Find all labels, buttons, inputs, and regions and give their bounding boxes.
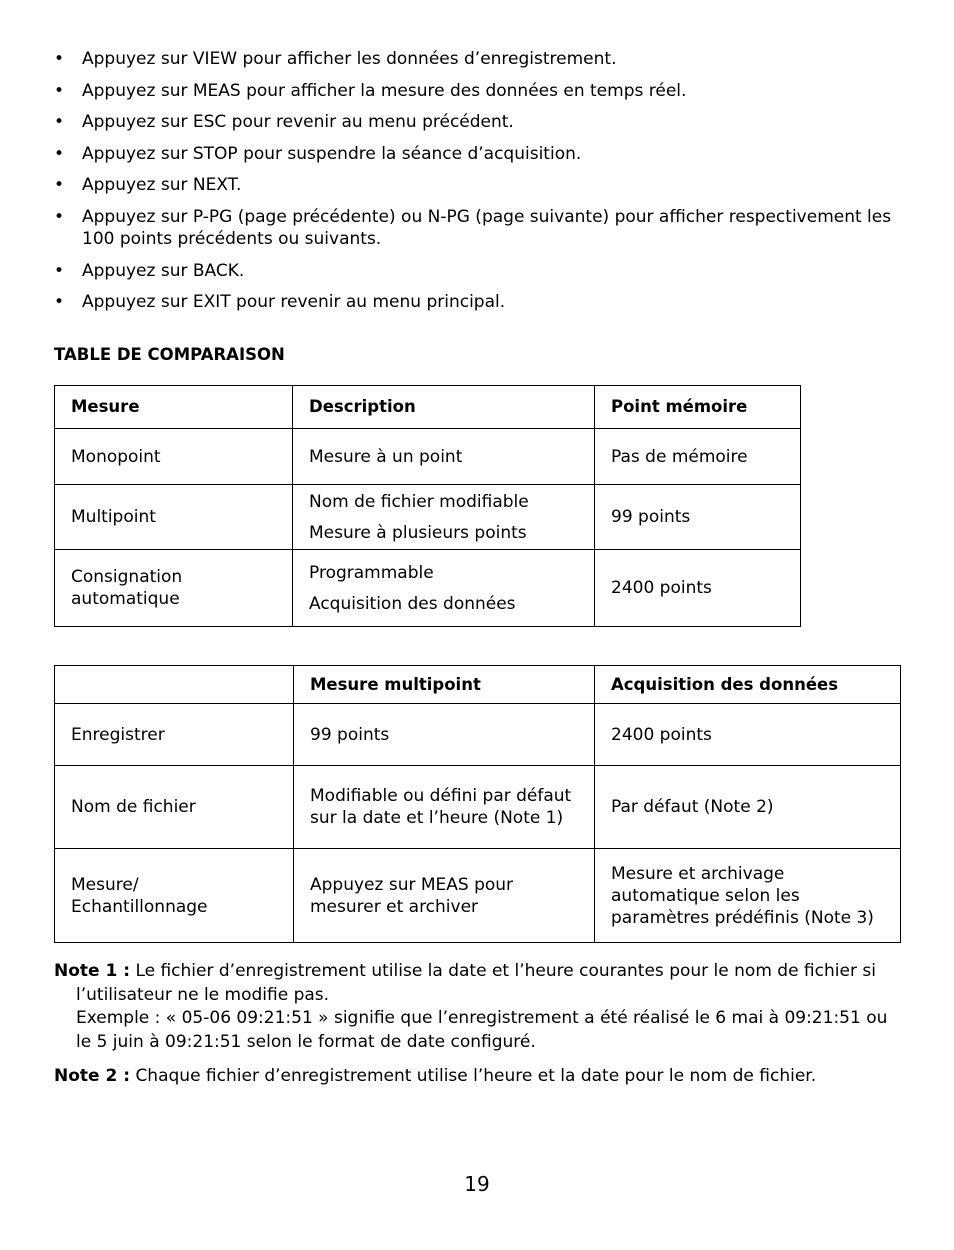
list-item-text: Appuyez sur BACK. xyxy=(82,260,245,281)
table-cell: Par défaut (Note 2) xyxy=(595,766,901,849)
bullet-icon: • xyxy=(54,112,65,133)
list-item-text: Appuyez sur STOP pour suspendre la séance d’acquisition. xyxy=(82,143,582,164)
note-first-line xyxy=(54,960,904,984)
table-row xyxy=(55,550,801,627)
list-item-text: Appuyez sur P-PG (page précédente) ou N-PG (page suivante) pour afficher respectivement les 100 points précédents ou suivants. xyxy=(82,206,892,249)
list-item xyxy=(54,206,904,250)
table-row xyxy=(55,429,801,485)
table-cell: Pas de mémoire xyxy=(595,429,801,485)
table-cell: Enregistrer xyxy=(55,704,294,766)
list-item xyxy=(54,48,904,70)
table-cell: 2400 points xyxy=(595,704,901,766)
bullet-icon: • xyxy=(54,175,65,196)
table-cell: Multipoint xyxy=(55,485,293,550)
notes-section xyxy=(54,960,904,1100)
table-cell: Monopoint xyxy=(55,429,293,485)
note-text: Le fichier d’enregistrement utilise la date et l’heure courantes pour le nom de fichier si xyxy=(135,961,876,981)
note-2 xyxy=(54,1065,904,1089)
list-item xyxy=(54,143,904,165)
list-item xyxy=(54,260,904,282)
bullet-icon: • xyxy=(54,260,65,281)
table-cell: Mesure à un point xyxy=(293,429,595,485)
list-item-text: Appuyez sur EXIT pour revenir au menu principal. xyxy=(82,292,506,313)
note-1 xyxy=(54,960,904,1054)
page-number: 19 xyxy=(464,1172,490,1196)
comparison-table xyxy=(54,385,801,627)
list-item-text: Appuyez sur MEAS pour afficher la mesure des données en temps réel. xyxy=(82,80,687,101)
table-cell: 2400 points xyxy=(595,550,801,627)
list-item xyxy=(54,174,904,196)
note-label: Note 1 : xyxy=(54,961,131,981)
table-row xyxy=(55,485,801,550)
list-item-text: Appuyez sur NEXT. xyxy=(82,175,242,196)
comparison-table-2 xyxy=(54,665,901,943)
bullet-icon: • xyxy=(54,292,65,313)
table-row xyxy=(55,849,901,943)
header-cell: Description xyxy=(293,386,595,429)
table-cell: 99 points xyxy=(595,485,801,550)
list-item xyxy=(54,291,904,313)
note-example: le 5 juin à 09:21:51 selon le format de date configuré. xyxy=(76,1031,536,1052)
table-cell: Mesure/ Echantillonnage xyxy=(55,849,294,943)
note-label: Note 2 : xyxy=(54,1066,131,1086)
header-cell xyxy=(55,666,294,704)
cell-line: Acquisition des données xyxy=(309,593,516,614)
bullet-icon: • xyxy=(54,206,65,227)
table-cell xyxy=(293,550,595,627)
note-text: Chaque fichier d’enregistrement utilise l’heure et la date pour le nom de fichier. xyxy=(135,1066,817,1086)
bullet-icon: • xyxy=(54,49,65,69)
header-cell: Acquisition des données xyxy=(595,666,901,704)
header-cell: Mesure xyxy=(55,386,293,429)
bullet-icon: • xyxy=(54,143,65,164)
header-cell: Mesure multipoint xyxy=(294,666,595,704)
table-cell: 99 points xyxy=(294,704,595,766)
table-cell: Appuyez sur MEAS pour mesurer et archiver xyxy=(294,849,595,943)
bullet-icon: • xyxy=(54,80,65,101)
table-cell: Consignation automatique xyxy=(55,550,293,627)
header-cell: Point mémoire xyxy=(595,386,801,429)
cell-line: Programmable xyxy=(309,562,434,583)
cell-line: Mesure à plusieurs points xyxy=(309,522,527,543)
list-item xyxy=(54,80,904,102)
table-cell: Nom de fichier xyxy=(55,766,294,849)
table-row xyxy=(55,704,901,766)
instruction-list xyxy=(54,48,904,323)
section-title: TABLE DE COMPARAISON xyxy=(54,345,285,364)
list-item-text: Appuyez sur VIEW pour afficher les données d’enregistrement. xyxy=(82,49,617,69)
table-header-row xyxy=(55,386,801,429)
table-cell: Modifiable ou défini par défaut sur la date et l’heure (Note 1) xyxy=(294,766,595,849)
table-cell: Mesure et archivage automatique selon les paramètres prédéfinis (Note 3) xyxy=(595,849,901,943)
table-cell xyxy=(293,485,595,550)
table-header-row xyxy=(55,666,901,704)
note-example: Exemple : « 05-06 09:21:51 » signifie que l’enregistrement a été réalisé le 6 mai à 09:21:51 ou xyxy=(76,1008,888,1028)
table-row xyxy=(55,766,901,849)
note-continuation: l’utilisateur ne le modifie pas. xyxy=(76,984,330,1005)
list-item-text: Appuyez sur ESC pour revenir au menu précédent. xyxy=(82,112,514,133)
list-item xyxy=(54,111,904,133)
cell-line: Nom de fichier modifiable xyxy=(309,491,529,512)
